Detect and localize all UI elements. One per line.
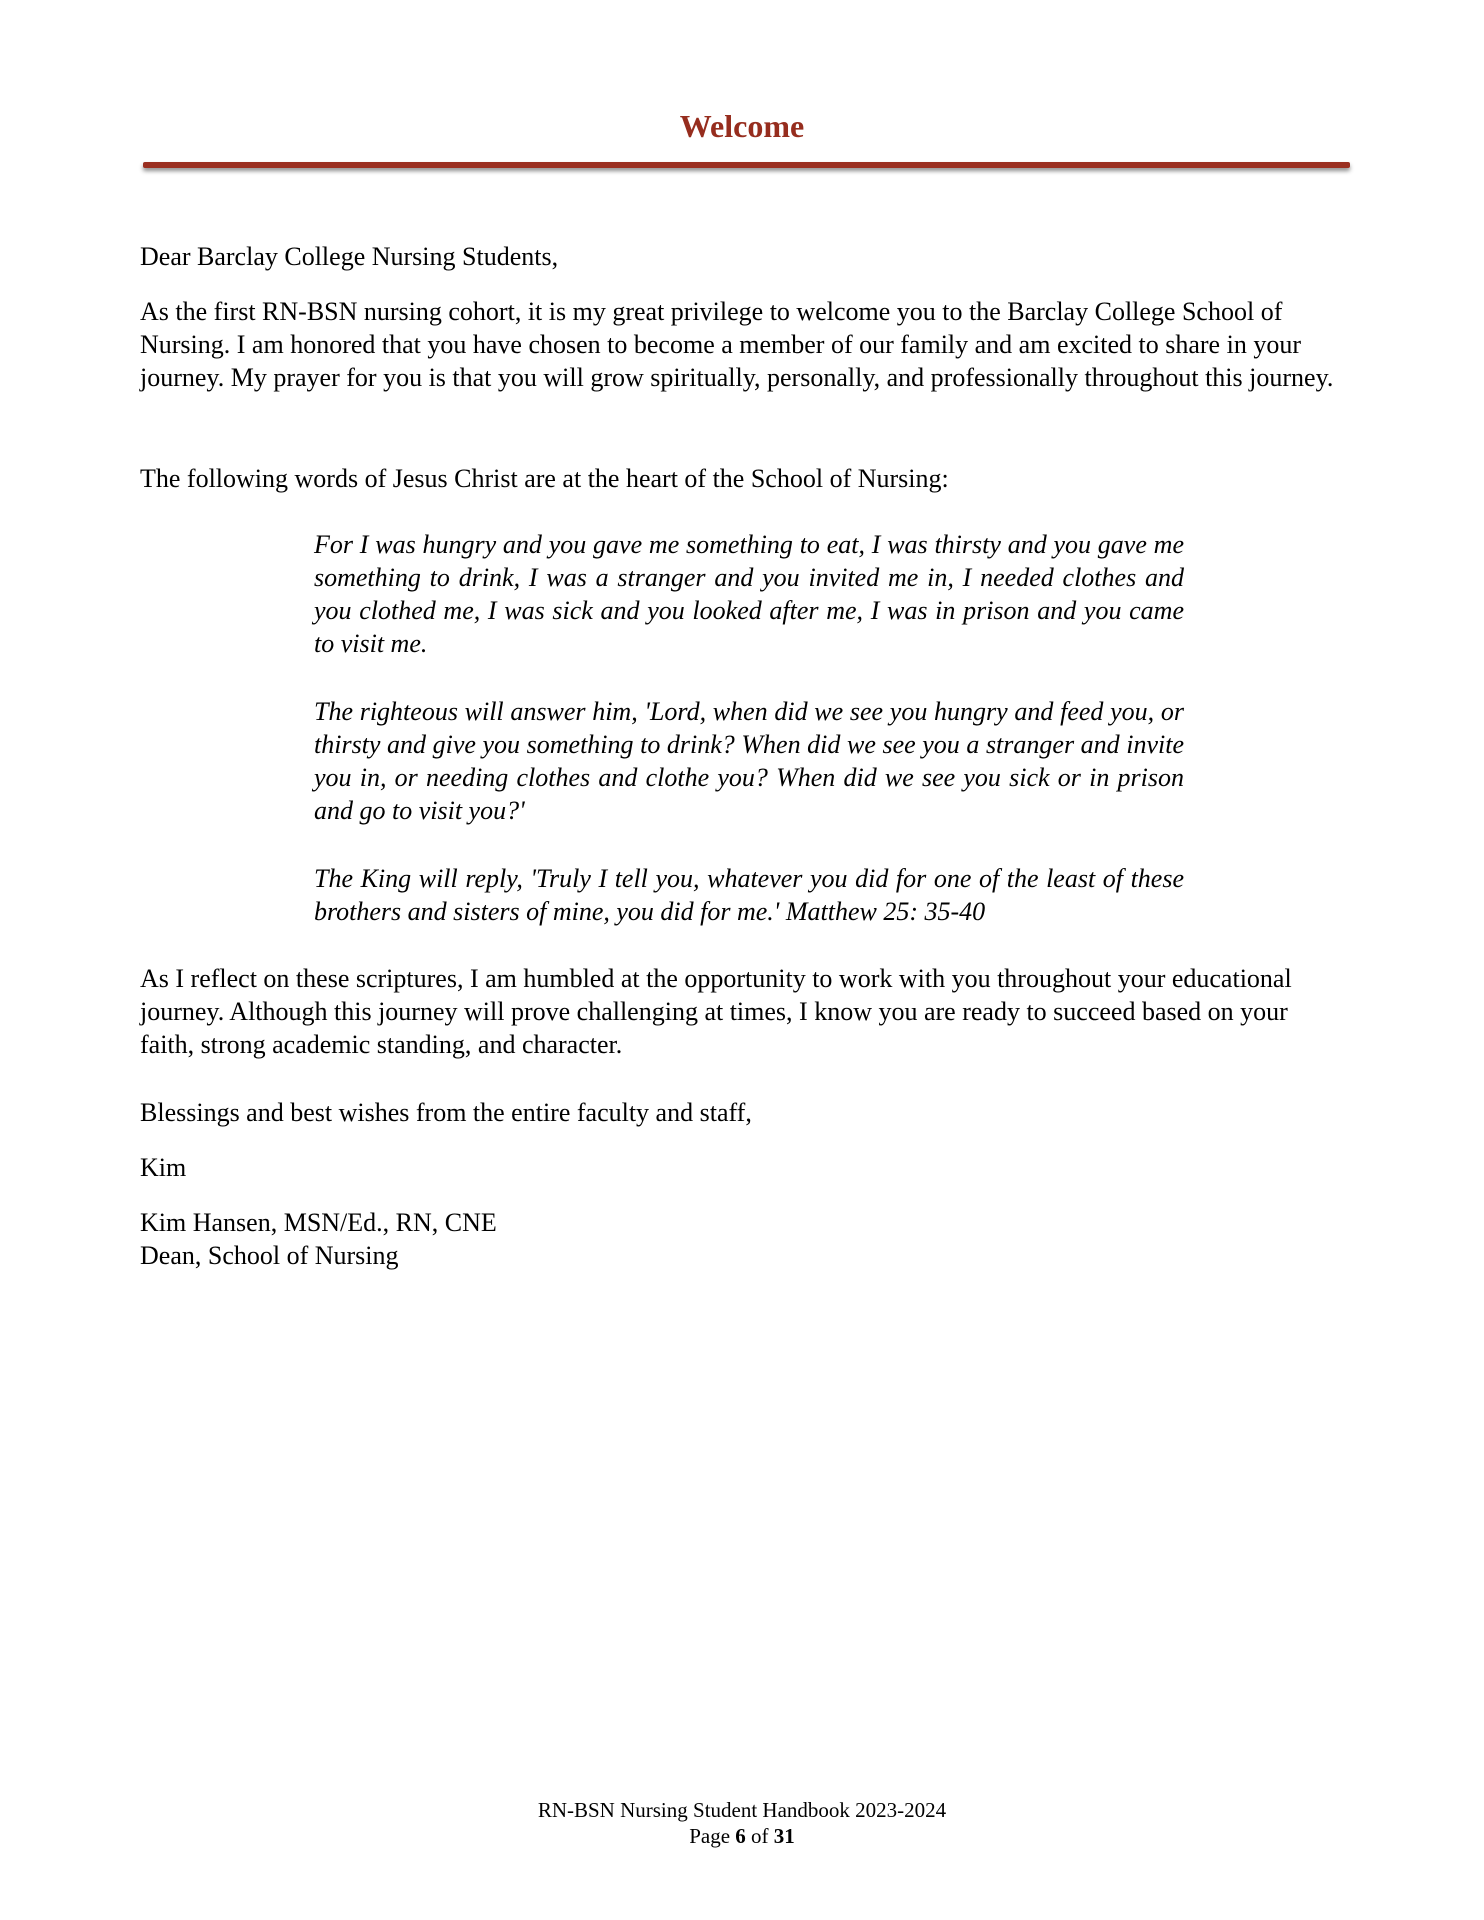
scripture-text: The King will reply, 'Truly I tell you, whatever you did for one of the least of these brothers and sisters of mine, you did for me.' Matthew 25: 35-40 xyxy=(314,864,1184,926)
lead-in-text: The following words of Jesus Christ are at the heart of the School of Nursing: xyxy=(140,464,949,493)
signature-text: Kim xyxy=(140,1153,187,1182)
signer-name-credentials: Kim Hansen, MSN/Ed., RN, CNE xyxy=(140,1208,497,1237)
title-divider xyxy=(143,162,1350,168)
current-page: 6 xyxy=(735,1824,746,1848)
signature-block xyxy=(140,1206,1340,1272)
reflection-text: As I reflect on these scriptures, I am humbled at the opportunity to work with you throughout your educational journey. Although this journey will prove challenging at times, I know you are ready to succeed based on your faith, strong academic standing, and character. xyxy=(140,964,1292,1059)
letter-salutation xyxy=(140,240,1340,273)
letter-reflection-paragraph xyxy=(140,962,1340,1061)
scripture-quote-2 xyxy=(314,695,1184,827)
page-title: Welcome xyxy=(679,108,805,144)
footer-page-number xyxy=(0,1823,1484,1849)
letter-intro-paragraph xyxy=(140,295,1340,394)
scripture-lead-in xyxy=(140,462,1340,495)
scripture-quote-3 xyxy=(314,862,1184,928)
scripture-text: The righteous will answer him, 'Lord, when did we see you hungry and feed you, or thirsty and give you something to drink? When did we see you a stranger and invite you in, or needing clothes and clothe you? When did we see you sick or in prison and go to visit you?' xyxy=(314,697,1184,825)
scripture-quote-1 xyxy=(314,528,1184,660)
of-label: of xyxy=(751,1824,769,1848)
letter-closing xyxy=(140,1096,1340,1129)
signer-title: Dean, School of Nursing xyxy=(140,1241,399,1270)
scripture-text: For I was hungry and you gave me something to eat, I was thirsty and you gave me something to drink, I was a stranger and you invited me in, I needed clothes and you clothed me, I was sick and you looked after me, I was in prison and you came to visit me. xyxy=(314,530,1184,658)
total-pages: 31 xyxy=(773,1824,795,1848)
salutation-text: Dear Barclay College Nursing Students, xyxy=(140,242,559,271)
signature-name xyxy=(140,1151,1340,1184)
footer-handbook-title: RN-BSN Nursing Student Handbook 2023-2024 xyxy=(537,1798,947,1822)
intro-text: As the first RN-BSN nursing cohort, it is my great privilege to welcome you to the Barclay College School of Nursing. I am honored that you have chosen to become a member of our family and am excited to share in your journey. My prayer for you is that you will grow spiritually, personally, and professionally throughout this journey. xyxy=(140,297,1334,392)
page-label: Page xyxy=(689,1824,731,1848)
closing-text: Blessings and best wishes from the entire faculty and staff, xyxy=(140,1098,752,1127)
